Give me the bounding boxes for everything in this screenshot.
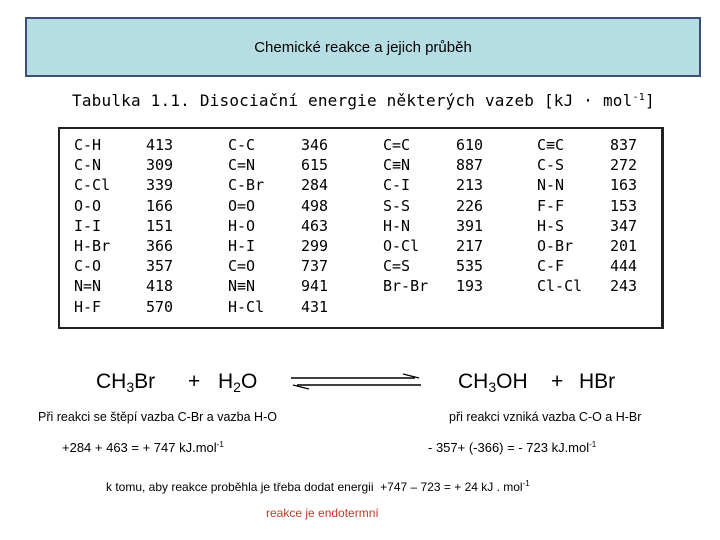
result-endothermic: reakce je endotermní	[266, 506, 379, 520]
bond-label: C-N	[74, 156, 102, 175]
energy-value: 837	[610, 136, 638, 154]
bond-label: H-N	[383, 216, 411, 235]
energy-value: 153	[610, 196, 638, 215]
bond-label: I-I	[74, 216, 102, 235]
product-ch3oh: $CH_3OH$	[458, 370, 528, 395]
table-column-bonds-3	[383, 135, 428, 297]
bond-label: Br-Br	[383, 277, 429, 296]
energy-value: 243	[610, 277, 638, 296]
bond-label: F-F	[537, 196, 565, 215]
energy-value: 217	[456, 237, 484, 256]
energy-value: 213	[456, 176, 484, 195]
bond-label: C-Cl	[74, 176, 111, 195]
bond-label: N-N	[537, 176, 565, 195]
table-column-values-1	[146, 135, 173, 317]
energy-value: 431	[301, 297, 329, 316]
bond-label: C-S	[537, 156, 565, 175]
bonds-broken-note: Při reakci se štěpí vazba C-Br a vazba H-O	[38, 410, 277, 424]
energy-value: 299	[301, 237, 329, 256]
energy-value: 391	[456, 216, 484, 235]
bond-label: C=S	[383, 257, 411, 276]
energy-value: 284	[301, 176, 329, 195]
energy-value: 463	[301, 216, 329, 235]
bond-label: Cl-Cl	[537, 277, 583, 296]
table-column-values-2	[301, 135, 328, 317]
energy-value: 309	[146, 156, 174, 175]
energy-value: 163	[610, 176, 638, 195]
energy-value: 535	[456, 257, 484, 276]
energy-value: 418	[146, 277, 174, 296]
table-column-bonds-1	[74, 135, 110, 317]
bond-label: C-H	[74, 136, 102, 154]
energy-value: 193	[456, 277, 484, 296]
page-title: Chemické reakce a jejich průběh	[254, 39, 472, 56]
energy-value: 347	[610, 216, 638, 235]
energy-value: 166	[146, 196, 174, 215]
bond-label: C=C	[383, 136, 411, 154]
bond-label: S-S	[383, 196, 411, 215]
title-banner	[25, 17, 701, 77]
energy-released-calc: - 357+ (-366) = - 723 kJ.mol$^{-1}$	[428, 440, 597, 455]
energy-value: 615	[301, 156, 329, 175]
energy-value: 339	[146, 176, 174, 195]
table-column-values-3	[456, 135, 483, 297]
bond-label: C≡N	[383, 156, 411, 175]
table-column-values-4	[610, 135, 637, 297]
bond-label: C-Br	[228, 176, 265, 195]
bond-label: H-Cl	[228, 297, 265, 316]
bond-label: H-Br	[74, 237, 111, 256]
energy-value: 226	[456, 196, 484, 215]
energy-value: 570	[146, 297, 174, 316]
energy-value: 887	[456, 156, 484, 175]
bond-label: C-O	[74, 257, 102, 276]
plus-sign: +	[188, 370, 201, 393]
energy-value: 272	[610, 156, 638, 175]
bond-label: H-I	[228, 237, 256, 256]
bond-label: O-O	[74, 196, 102, 215]
energy-value: 737	[301, 257, 329, 276]
energy-value: 357	[146, 257, 174, 276]
plus-sign: +	[551, 370, 564, 393]
bond-label: C-F	[537, 257, 565, 276]
bond-label: C-C	[228, 136, 256, 154]
energy-value: 413	[146, 136, 174, 154]
energy-value: 610	[456, 136, 484, 154]
table-caption	[72, 91, 655, 110]
conclusion-line: k tomu, aby reakce proběhla je třeba dodat energii +747 – 723 = + 24 kJ . mol$^{-1}$	[106, 479, 530, 494]
bond-label: O-Cl	[383, 237, 420, 256]
bond-label: N=N	[74, 277, 102, 296]
bond-label: H-F	[74, 297, 102, 316]
energy-value: 941	[301, 277, 329, 296]
caption-text: Tabulka 1.1. Disociační energie některých vazeb [kJ · mol	[72, 91, 633, 110]
reactant-h2o: $H_2O$	[218, 370, 258, 395]
energy-value: 346	[301, 136, 329, 154]
table-column-bonds-2	[228, 135, 264, 317]
bond-label: H-O	[228, 216, 256, 235]
bond-label: O-Br	[537, 237, 574, 256]
energy-value: 444	[610, 257, 638, 276]
bond-label: O=O	[228, 196, 256, 215]
bond-label: C=O	[228, 257, 256, 276]
reactant-ch3br: $CH_3Br$	[96, 370, 156, 395]
bond-label: C≡C	[537, 136, 565, 154]
bond-label: C=N	[228, 156, 256, 175]
energy-value: 201	[610, 237, 638, 256]
caption-end: ]	[644, 91, 655, 110]
caption-exponent: -1	[632, 92, 645, 103]
bond-label: H-S	[537, 216, 565, 235]
energy-value: 366	[146, 237, 174, 256]
equilibrium-arrows-icon	[287, 373, 427, 391]
energy-value: 151	[146, 216, 174, 235]
bond-energy-table	[58, 127, 664, 329]
energy-absorbed-calc: +284 + 463 = + 747 kJ.mol$^{-1}$	[62, 440, 224, 455]
bond-label: N≡N	[228, 277, 256, 296]
table-column-bonds-4	[537, 135, 582, 297]
product-hbr: HBr	[579, 370, 616, 393]
bond-label: C-I	[383, 176, 411, 195]
energy-value: 498	[301, 196, 329, 215]
bonds-formed-note: při reakci vzniká vazba C-O a H-Br	[449, 410, 642, 424]
